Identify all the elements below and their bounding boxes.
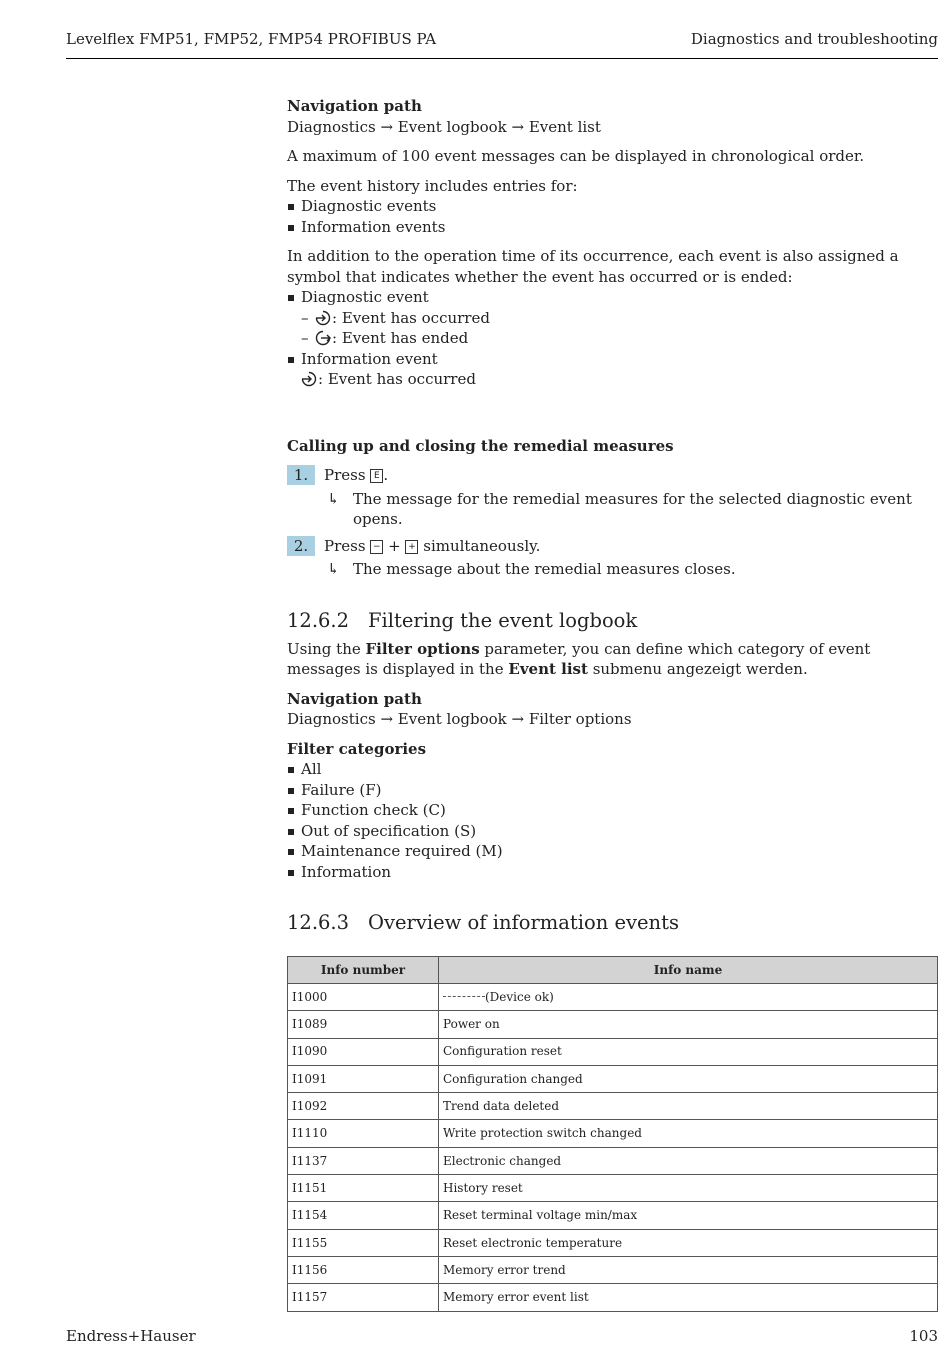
info-number-cell: I1000 bbox=[288, 984, 439, 1011]
info-number-cell: I1156 bbox=[288, 1256, 439, 1283]
event-occurred-icon bbox=[301, 371, 317, 387]
list-item: Maintenance required (M) bbox=[287, 841, 938, 862]
table-row bbox=[288, 984, 938, 1011]
list-item bbox=[287, 349, 938, 390]
info-name-cell: Configuration reset bbox=[439, 1038, 938, 1065]
section-number: 12.6.2 bbox=[287, 608, 350, 632]
info-name-cell: Memory error trend bbox=[439, 1256, 938, 1283]
step-text: Press bbox=[324, 466, 366, 484]
step-1-result bbox=[287, 489, 938, 530]
event-ended-icon bbox=[315, 330, 331, 346]
info-name-cell: Memory error event list bbox=[439, 1284, 938, 1311]
table-row bbox=[288, 1175, 938, 1202]
info-number-cell: I1110 bbox=[288, 1120, 439, 1147]
info-number-cell: I1137 bbox=[288, 1147, 439, 1174]
section-number: 12.6.3 bbox=[287, 911, 350, 934]
list-item bbox=[287, 287, 938, 349]
diagnostic-event-label: Diagnostic event bbox=[301, 288, 429, 306]
step-2 bbox=[287, 536, 938, 557]
intro-paragraph: A maximum of 100 event messages can be displayed in chronological order. bbox=[287, 147, 865, 165]
step-1 bbox=[287, 465, 938, 486]
table-row bbox=[288, 1229, 938, 1256]
symbol-list bbox=[287, 287, 938, 390]
list-item: All bbox=[287, 759, 938, 780]
table-header-row bbox=[288, 957, 938, 984]
parameter-name: Filter options bbox=[365, 639, 480, 658]
minus-key-icon: − bbox=[370, 540, 383, 554]
header-product-title: Levelflex FMP51, FMP52, FMP54 PROFIBUS PA bbox=[66, 30, 437, 48]
section-heading-12-6-2 bbox=[287, 608, 938, 634]
info-name-text: (Device ok) bbox=[485, 989, 554, 1004]
info-name-cell: Reset electronic temperature bbox=[439, 1229, 938, 1256]
step-number: 2. bbox=[287, 536, 315, 556]
nav-path: Diagnostics → Event logbook → Event list bbox=[287, 117, 601, 136]
info-name-cell: Trend data deleted bbox=[439, 1093, 938, 1120]
table-row bbox=[288, 1202, 938, 1229]
text: submenu angezeigt werden. bbox=[592, 660, 808, 678]
nav-path: Diagnostics → Event logbook → Filter options bbox=[287, 710, 632, 728]
remedial-heading: Calling up and closing the remedial measures bbox=[287, 436, 674, 455]
info-number-cell: I1154 bbox=[288, 1202, 439, 1229]
section-title: Overview of information events bbox=[368, 911, 679, 934]
info-name-cell: Power on bbox=[439, 1011, 938, 1038]
text: Using the bbox=[287, 639, 361, 658]
list-item: Information bbox=[287, 862, 938, 883]
filter-description bbox=[287, 639, 938, 680]
information-event-label: Information event bbox=[301, 349, 438, 368]
list-item: Function check (C) bbox=[287, 800, 938, 821]
info-name-cell: Configuration changed bbox=[439, 1065, 938, 1092]
info-number-cell: I1151 bbox=[288, 1175, 439, 1202]
column-header: Info number bbox=[288, 957, 439, 984]
info-name-cell bbox=[439, 984, 938, 1011]
info-name-cell: Write protection switch changed bbox=[439, 1120, 938, 1147]
filter-list bbox=[287, 759, 938, 882]
table-row bbox=[288, 1093, 938, 1120]
info-name-cell: Reset terminal voltage min/max bbox=[439, 1202, 938, 1229]
text: parameter, you can define which category of event messages is displayed in the bbox=[287, 639, 871, 678]
info-number-cell: I1157 bbox=[288, 1284, 439, 1311]
info-number-cell: I1155 bbox=[288, 1229, 439, 1256]
table-row bbox=[288, 1120, 938, 1147]
page-number: 103 bbox=[909, 1327, 938, 1345]
table-row bbox=[288, 1147, 938, 1174]
result-arrow-icon: ↳ bbox=[327, 489, 340, 508]
page-content bbox=[287, 96, 938, 1312]
nav-path-heading: Navigation path bbox=[287, 97, 422, 115]
info-number-cell: I1090 bbox=[288, 1038, 439, 1065]
info-events-table bbox=[287, 956, 938, 1312]
event-occurred-text: : Event has occurred bbox=[332, 308, 490, 327]
plus-key-icon: + bbox=[405, 540, 418, 554]
section-heading-12-6-3 bbox=[287, 910, 938, 936]
list-item bbox=[301, 308, 938, 329]
list-item: Out of specification (S) bbox=[287, 821, 938, 842]
page-footer bbox=[66, 1327, 938, 1345]
info-name-cell: Electronic changed bbox=[439, 1147, 938, 1174]
page-header bbox=[66, 30, 938, 59]
symbol-paragraph: In addition to the operation time of its occurrence, each event is also assigned a symbol that indicates whether the event has occurred or is ended: bbox=[287, 247, 899, 286]
info-name-cell: History reset bbox=[439, 1175, 938, 1202]
result-arrow-icon: ↳ bbox=[327, 560, 340, 578]
enter-key-icon: E bbox=[370, 469, 383, 483]
event-ended-text: : Event has ended bbox=[332, 329, 469, 347]
result-text: The message about the remedial measures closes. bbox=[353, 560, 736, 578]
step-text: Press bbox=[324, 536, 366, 555]
info-number-cell: I1092 bbox=[288, 1093, 439, 1120]
info-number-cell: I1089 bbox=[288, 1011, 439, 1038]
step-number: 1. bbox=[287, 465, 315, 485]
list-item: Information events bbox=[287, 217, 938, 238]
filter-categories-heading: Filter categories bbox=[287, 739, 427, 758]
table-row bbox=[288, 1256, 938, 1283]
header-chapter-title: Diagnostics and troubleshooting bbox=[690, 30, 938, 48]
table-row bbox=[288, 1038, 938, 1065]
history-list bbox=[287, 196, 938, 237]
list-item bbox=[301, 328, 938, 349]
section-title: Filtering the event logbook bbox=[368, 608, 638, 632]
info-occurred-text: : Event has occurred bbox=[318, 370, 476, 388]
step-2-result bbox=[287, 559, 938, 580]
result-text: The message for the remedial measures for the selected diagnostic event opens. bbox=[353, 489, 912, 528]
list-item: Diagnostic events bbox=[287, 196, 938, 217]
footer-company: Endress+Hauser bbox=[66, 1327, 196, 1345]
history-paragraph: The event history includes entries for: bbox=[287, 176, 578, 195]
list-item: Failure (F) bbox=[287, 780, 938, 801]
table-row bbox=[288, 1284, 938, 1311]
step-text: . bbox=[383, 466, 389, 484]
dashed-line bbox=[443, 996, 485, 997]
event-occurred-icon bbox=[315, 310, 331, 326]
nav-path-heading: Navigation path bbox=[287, 689, 422, 708]
submenu-name: Event list bbox=[508, 660, 588, 678]
step-text: + bbox=[388, 536, 401, 555]
table-row bbox=[288, 1011, 938, 1038]
table-row bbox=[288, 1065, 938, 1092]
column-header: Info name bbox=[439, 957, 938, 984]
step-text: simultaneously. bbox=[423, 536, 541, 555]
info-number-cell: I1091 bbox=[288, 1065, 439, 1092]
